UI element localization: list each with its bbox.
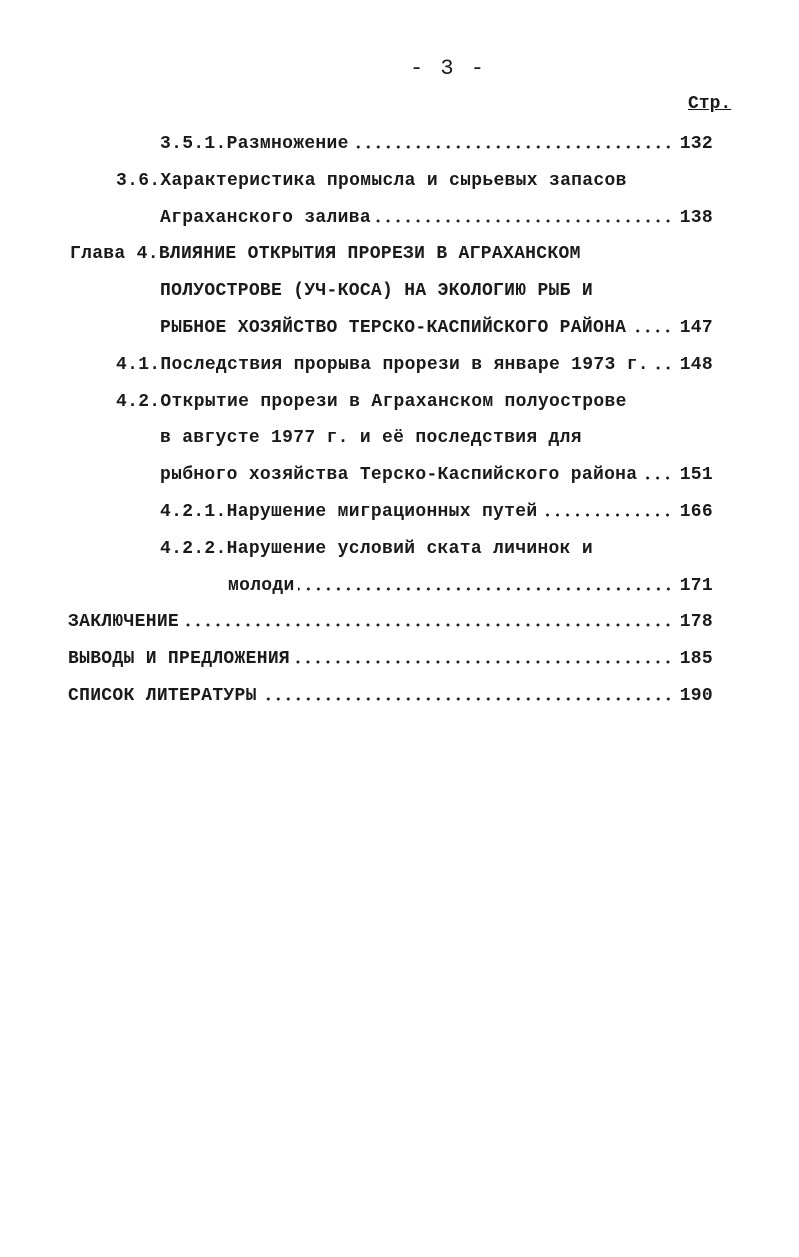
- dot-leader: [540, 512, 673, 518]
- toc-entry-page: 151: [679, 465, 713, 486]
- toc-entry-title: 3.5.1.Размножение: [160, 134, 349, 154]
- toc-entry: [68, 680, 713, 706]
- toc-entry-title: 4.2.1.Нарушение миграционных путей: [160, 502, 538, 522]
- toc-entry: [160, 459, 713, 485]
- toc-entry-title: Аграханского залива: [160, 207, 371, 228]
- dot-leader: [293, 659, 673, 665]
- toc-entry-page: 171: [679, 575, 713, 596]
- toc-entry-title: ВЫВОДЫ И ПРЕДЛОЖЕНИЯ: [68, 649, 291, 670]
- toc-entry-title: рыбного хозяйства Терско-Каспийского района: [160, 465, 638, 486]
- dot-leader: [652, 365, 673, 371]
- toc-entry-title: 3.6.Характеристика промысла и сырьевых запасов: [116, 170, 627, 191]
- toc-entry: [160, 496, 713, 522]
- toc-entry: [228, 570, 713, 596]
- toc-entry-title: 4.2.2.Нарушение условий ската личинок и: [160, 538, 593, 559]
- toc-entry-page: 132: [679, 134, 713, 154]
- toc-entry-title: ПОЛУОСТРОВЕ (УЧ-КОСА) НА ЭКОЛОГИЮ РЫБ И: [160, 281, 593, 302]
- dot-leader: [374, 218, 673, 224]
- dot-leader: [182, 622, 673, 628]
- toc-entry-page: 148: [679, 354, 713, 375]
- toc-entry: [116, 349, 713, 375]
- toc-entry-page: 185: [679, 649, 713, 670]
- dot-leader: [260, 696, 673, 702]
- toc-entry-title: Глава 4.ВЛИЯНИЕ ОТКРЫТИЯ ПРОРЕЗИ В АГРАХАНСКОМ: [70, 244, 581, 265]
- toc-entry-page: 138: [679, 207, 713, 228]
- toc-entry-title: в августе 1977 г. и её последствия для: [160, 428, 582, 449]
- toc-entry-title: ЗАКЛЮЧЕНИЕ: [68, 612, 180, 633]
- page-column-label: Стр.: [688, 94, 732, 114]
- toc-entry: [160, 202, 713, 228]
- dot-leader: [298, 586, 673, 592]
- toc-entry-page: 147: [679, 318, 713, 338]
- toc-entry: [68, 606, 713, 632]
- toc-entry: [68, 643, 713, 669]
- toc-entry: [160, 275, 593, 301]
- dot-leader: [352, 144, 673, 150]
- toc-entry: [160, 533, 593, 559]
- toc-entry: [160, 128, 713, 154]
- dot-leader: [640, 475, 673, 481]
- dot-leader: [629, 328, 673, 334]
- toc-entry: [160, 422, 582, 448]
- toc-entry-title: РЫБНОЕ ХОЗЯЙСТВО ТЕРСКО-КАСПИЙСКОГО РАЙОНА: [160, 318, 627, 338]
- page-number: - 3 -: [410, 56, 487, 81]
- toc-entry-title: 4.2.Открытие прорези в Аграханском полуострове: [116, 391, 627, 412]
- toc-entry: [70, 238, 581, 264]
- toc-entry-title: СПИСОК ЛИТЕРАТУРЫ: [68, 686, 257, 706]
- toc-entry-title: молоди: [228, 575, 295, 596]
- toc-entry: [160, 312, 713, 338]
- toc-entry-page: 178: [679, 612, 713, 633]
- toc-entry-page: 166: [679, 502, 713, 522]
- toc-entry-title: 4.1.Последствия прорыва прорези в январе 1973 г.: [116, 354, 649, 375]
- toc-entry: [116, 386, 627, 412]
- toc-entry: [116, 165, 627, 191]
- toc-entry-page: 190: [679, 686, 713, 706]
